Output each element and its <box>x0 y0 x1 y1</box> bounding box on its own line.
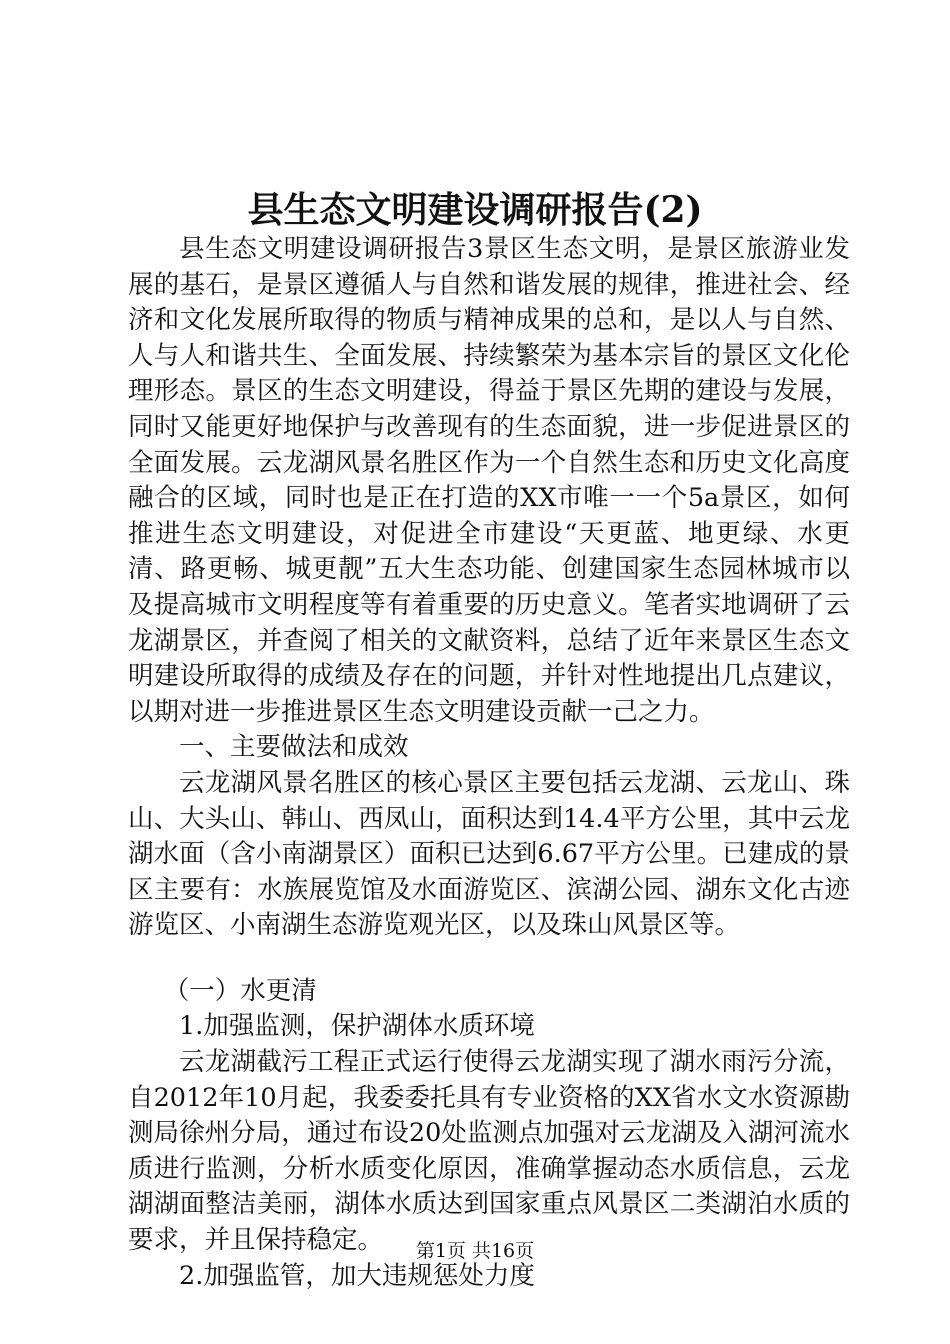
page-number-footer: 第1页 共16页 <box>415 1240 535 1262</box>
document-title: 县生态文明建设调研报告(2) <box>247 189 703 231</box>
document-body <box>128 232 850 1294</box>
item-paragraph-monitoring: 云龙湖截污工程正式运行使得云龙湖实现了湖水雨污分流，自2012年10月起，我委委托具有专业资格的XX省水文水资源勘测局徐州分局，通过布设20处监测点加强对云龙湖及入湖河流水质进行监测，分析水质变化原因，准确掌握动态水质信息，云龙湖湖面整洁美丽，湖体水质达到国家重点风景区二类湖泊水质的要求，并且保持稳定。 <box>128 1047 850 1256</box>
section-heading-main-practices: 一、主要做法和成效 <box>179 732 409 763</box>
item-heading-supervision: 2.加强监管，加大违规惩处力度 <box>179 1260 535 1291</box>
intro-paragraph: 县生态文明建设调研报告3景区生态文明，是景区旅游业发展的基石，是景区遵循人与自然和谐发展的规律，推进社会、经济和文化发展所取得的物质与精神成果的总和，是以人与自然、人与人和谐共生、全面发展、持续繁荣为基本宗旨的景区文化伦理形态。景区的生态文明建设，得益于景区先期的建设与发展，同时又能更好地保护与改善现有的生态面貌，进一步促进景区的全面发展。云龙湖风景名胜区作为一个自然生态和历史文化高度融合的区域，同时也是正在打造的XX市唯一一个5a景区，如何推进生态文明建设，对促进全市建设“天更蓝、地更绿、水更清、路更畅、城更靓”五大生态功能、创建国家生态园林城市以及提高城市文明程度等有着重要的历史意义。笔者实地调研了云龙湖景区，并查阅了相关的文献资料，总结了近年来景区生态文明建设所取得的成绩及存在的问题，并针对性地提出几点建议，以期对进一步推进景区生态文明建设贡献一己之力。 <box>128 234 850 727</box>
section-paragraph-scenic-area: 云龙湖风景名胜区的核心景区主要包括云龙湖、云龙山、珠山、大头山、韩山、西凤山，面积达到14.4平方公里，其中云龙湖水面（含小南湖景区）面积已达到6.67平方公里。已建成的景区主要有：水族展览馆及水面游览区、滨湖公园、湖东文化古迹游览区、小南湖生态游览观光区，以及珠山风景区等。 <box>128 767 850 941</box>
item-heading-monitoring: 1.加强监测，保护湖体水质环境 <box>179 1011 535 1042</box>
paragraph-spacer <box>128 944 850 974</box>
subsection-heading-water: （一）水更清 <box>163 975 317 1006</box>
